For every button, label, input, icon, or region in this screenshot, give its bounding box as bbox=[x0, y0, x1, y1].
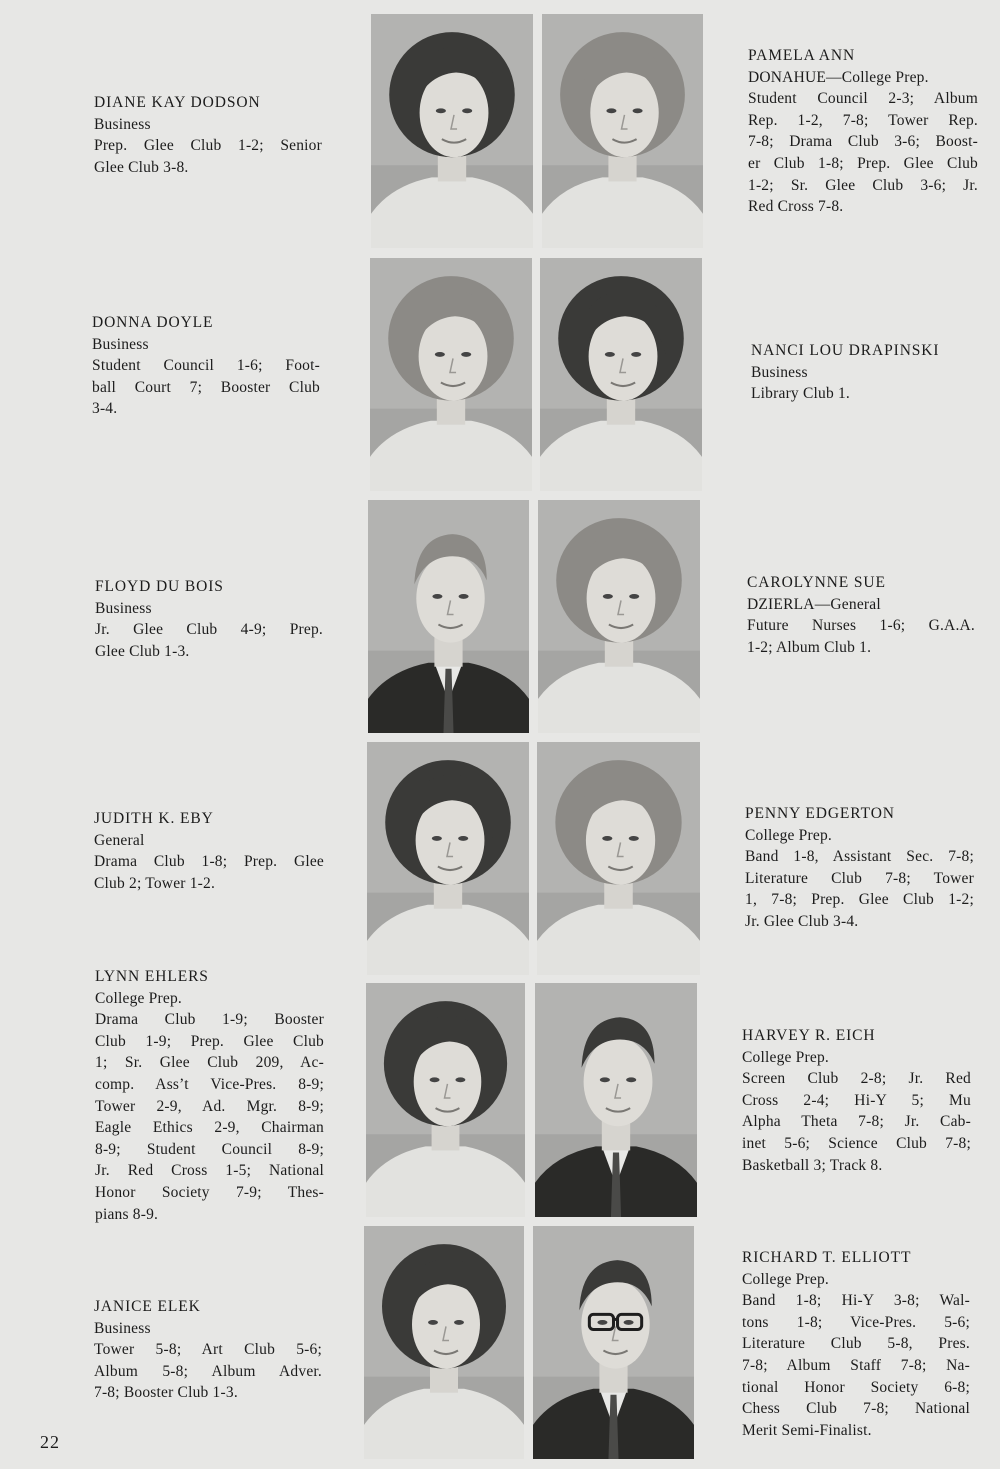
entry-line: Screen Club 2-8; Jr. Red bbox=[742, 1070, 971, 1088]
portrait-image bbox=[542, 14, 703, 248]
entry-line: Business bbox=[751, 363, 808, 381]
entry-line: Eagle Ethics 2-9, Chairman bbox=[95, 1119, 324, 1137]
entry-line: tional Honor Society 6-8; bbox=[742, 1378, 970, 1396]
entry-elek bbox=[94, 1296, 322, 1404]
student-name: HARVEY R. EICH bbox=[742, 1027, 876, 1044]
entry-edgerton bbox=[745, 803, 974, 933]
student-name: DIANE KAY DODSON bbox=[94, 94, 261, 111]
entry-line: College Prep. bbox=[742, 1048, 829, 1066]
entry-line: Business bbox=[95, 599, 152, 617]
entry-line: 1-2; Sr. Glee Club 3-6; Jr. bbox=[748, 176, 978, 194]
entry-line: er Club 1-8; Prep. Glee Club bbox=[748, 154, 978, 172]
entry-line: Tower 2-9, Ad. Mgr. 8-9; bbox=[95, 1097, 324, 1115]
face bbox=[584, 1037, 653, 1126]
entry-line: Club 1-9; Prep. Glee Club bbox=[95, 1032, 324, 1050]
entry-line: Library Club 1. bbox=[751, 385, 850, 403]
entry-line: Band 1-8; Hi-Y 3-8; Wal- bbox=[742, 1292, 970, 1310]
entry-line: Literature Club 5-8, Pres. bbox=[742, 1335, 970, 1353]
student-name: JANICE ELEK bbox=[94, 1298, 201, 1315]
portrait-image bbox=[370, 258, 532, 491]
entry-line: DZIERLA—General bbox=[747, 595, 881, 613]
entry-line: Tower 5-8; Art Club 5-6; bbox=[94, 1341, 322, 1359]
entry-line: Merit Semi-Finalist. bbox=[742, 1421, 872, 1439]
student-name: LYNN EHLERS bbox=[95, 968, 209, 985]
entry-dubois bbox=[95, 576, 323, 662]
entry-line: College Prep. bbox=[95, 989, 182, 1007]
entry-line: Prep. Glee Club 1-2; Senior bbox=[94, 137, 322, 155]
entry-line: Club 2; Tower 1-2. bbox=[94, 874, 216, 892]
portrait-image bbox=[368, 500, 529, 733]
face bbox=[581, 1280, 649, 1368]
portrait-photo bbox=[370, 258, 532, 491]
portrait-photo bbox=[366, 983, 525, 1217]
entry-line: Glee Club 3-8. bbox=[94, 158, 189, 176]
portrait-image bbox=[371, 14, 533, 248]
student-name: DONNA DOYLE bbox=[92, 314, 214, 331]
entry-line: Honor Society 7-9; Thes- bbox=[95, 1183, 324, 1201]
entry-line: Jr. Glee Club 3-4. bbox=[745, 912, 859, 930]
entry-ehlers bbox=[95, 966, 324, 1225]
entry-eby bbox=[94, 808, 324, 894]
entry-line: Student Council 2-3; Album bbox=[748, 90, 978, 108]
entry-line: Alpha Theta 7-8; Jr. Cab- bbox=[742, 1113, 971, 1131]
portrait-photo bbox=[540, 258, 702, 491]
entry-line: Glee Club 1-3. bbox=[95, 642, 190, 660]
portrait-image bbox=[537, 742, 700, 975]
entry-line: Rep. 1-2, 7-8; Tower Rep. bbox=[748, 111, 978, 129]
entry-line: 7-8; Drama Club 3-6; Boost- bbox=[748, 133, 978, 151]
entry-line: Future Nurses 1-6; G.A.A. bbox=[747, 617, 975, 635]
entry-line: 1-2; Album Club 1. bbox=[747, 638, 872, 656]
portrait-photo bbox=[537, 742, 700, 975]
entry-line: General bbox=[94, 831, 145, 849]
entry-line: Business bbox=[92, 335, 149, 353]
entry-line: pians 8-9. bbox=[95, 1205, 159, 1223]
portrait-photo bbox=[371, 14, 533, 248]
entry-line: College Prep. bbox=[745, 826, 832, 844]
entry-line: Student Council 1-6; Foot- bbox=[92, 357, 320, 375]
entry-line: Jr. Glee Club 4-9; Prep. bbox=[95, 621, 323, 639]
student-name: FLOYD DU BOIS bbox=[95, 578, 224, 595]
entry-line: comp. Ass’t Vice-Pres. 8-9; bbox=[95, 1075, 324, 1093]
face bbox=[416, 554, 484, 642]
portrait-photo bbox=[364, 1226, 524, 1459]
entry-dzierla bbox=[747, 572, 975, 658]
entry-line: ball Court 7; Booster Club bbox=[92, 378, 320, 396]
entry-line: inet 5-6; Science Club 7-8; bbox=[742, 1134, 971, 1152]
entry-elliott bbox=[742, 1247, 970, 1441]
entry-line: Band 1-8, Assistant Sec. 7-8; bbox=[745, 848, 974, 866]
entry-line: Red Cross 7-8. bbox=[748, 198, 844, 216]
student-name: PAMELA ANN bbox=[748, 47, 856, 64]
entry-line: Literature Club 7-8; Tower bbox=[745, 869, 974, 887]
entry-line: Cross 2-4; Hi-Y 5; Mu bbox=[742, 1091, 971, 1109]
entry-line: 8-9; Student Council 8-9; bbox=[95, 1140, 324, 1158]
portrait-image bbox=[538, 500, 700, 733]
entry-eich bbox=[742, 1025, 971, 1176]
portrait-photo bbox=[542, 14, 703, 248]
entry-drapinski bbox=[751, 340, 983, 405]
page-number: 22 bbox=[40, 1432, 60, 1452]
entry-line: 1; Sr. Glee Club 209, Ac- bbox=[95, 1054, 324, 1072]
entry-line: Jr. Red Cross 1-5; National bbox=[95, 1162, 324, 1180]
portrait-image bbox=[367, 742, 529, 975]
entry-line: Drama Club 1-8; Prep. Glee bbox=[94, 853, 324, 871]
entry-line: Business bbox=[94, 1319, 151, 1337]
entry-dodson bbox=[94, 92, 322, 178]
student-name: JUDITH K. EBY bbox=[94, 810, 214, 827]
entry-line: Chess Club 7-8; National bbox=[742, 1400, 970, 1418]
portrait-photo bbox=[368, 500, 529, 733]
entry-line: College Prep. bbox=[742, 1270, 829, 1288]
entry-line: tons 1-8; Vice-Pres. 5-6; bbox=[742, 1313, 970, 1331]
entry-line: Business bbox=[94, 115, 151, 133]
portrait-photo bbox=[533, 1226, 694, 1459]
student-name: RICHARD T. ELLIOTT bbox=[742, 1249, 912, 1266]
entry-line: DONAHUE—College Prep. bbox=[748, 68, 929, 86]
entry-doyle bbox=[92, 312, 320, 420]
portrait-image bbox=[535, 983, 697, 1217]
entry-line: 3-4. bbox=[92, 400, 118, 418]
entry-line: Basketball 3; Track 8. bbox=[742, 1156, 883, 1174]
entry-line: 1, 7-8; Prep. Glee Club 1-2; bbox=[745, 891, 974, 909]
portrait-image bbox=[364, 1226, 524, 1459]
portrait-image bbox=[366, 983, 525, 1217]
student-name: PENNY EDGERTON bbox=[745, 805, 895, 822]
entry-line: Drama Club 1-9; Booster bbox=[95, 1011, 324, 1029]
entry-line: 7-8; Booster Club 1-3. bbox=[94, 1384, 238, 1402]
portrait-photo bbox=[367, 742, 529, 975]
entry-line: 7-8; Album Staff 7-8; Na- bbox=[742, 1356, 970, 1374]
student-name: CAROLYNNE SUE bbox=[747, 574, 886, 591]
portrait-image bbox=[533, 1226, 694, 1459]
entry-donahue bbox=[748, 45, 978, 218]
portrait-photo bbox=[538, 500, 700, 733]
entry-line: Album 5-8; Album Adver. bbox=[94, 1362, 322, 1380]
student-name: NANCI LOU DRAPINSKI bbox=[751, 342, 940, 359]
portrait-image bbox=[540, 258, 702, 491]
portrait-photo bbox=[535, 983, 697, 1217]
